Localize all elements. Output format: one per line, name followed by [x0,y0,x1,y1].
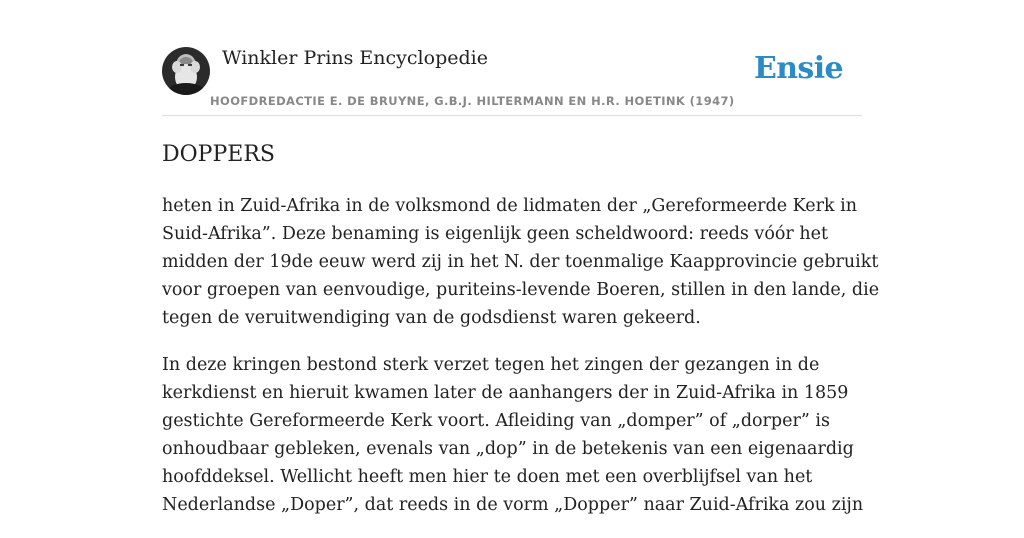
article-paragraph: In deze kringen bestond sterk verzet tegen het zingen der gezangen in de kerkdienst en hieruit kwamen later de aanhangers der in Zuid-Afrika in 1859 gestichte Gereformeerde Kerk voort. Afleiding van „domper” of „dorper” is onhoudbaar gebleken, evenals van „dop” in de betekenis van een eigenaardig hoofddeksel. Wellicht heeft men hier te doen met een overblijfsel van het Nederlandse „Doper”, dat reeds in de vorm „Dopper” naar Zuid-Afrika zou zijn [162,355,864,515]
author-portrait [162,47,210,95]
site-header [162,0,862,116]
page [162,0,880,515]
article-title: DOPPERS [162,142,275,167]
site-title[interactable]: Winkler Prins Encyclopedie [222,47,488,69]
editors-subtitle: HOOFDREDACTIE E. DE BRUYNE, G.B.J. HILTERMANN EN H.R. HOETINK (1947) [210,94,735,108]
article-paragraph: heten in Zuid-Afrika in de volksmond de lidmaten der „Gereformeerde Kerk in Suid-Afrika”. Deze benaming is eigenlijk geen scheldwoord: reeds vóór het midden der 19de eeuw werd zij in het N. der toenmalige Kaapprovincie gebruikt voor groepen van eenvoudige, puriteins-levende Boeren, stillen in den lande, die tegen de veruitwendiging van de godsdienst waren gekeerd. [162,196,880,328]
article-body [162,192,882,538]
portrait-image [162,47,210,95]
ensie-logo[interactable]: Ensie [753,51,843,86]
